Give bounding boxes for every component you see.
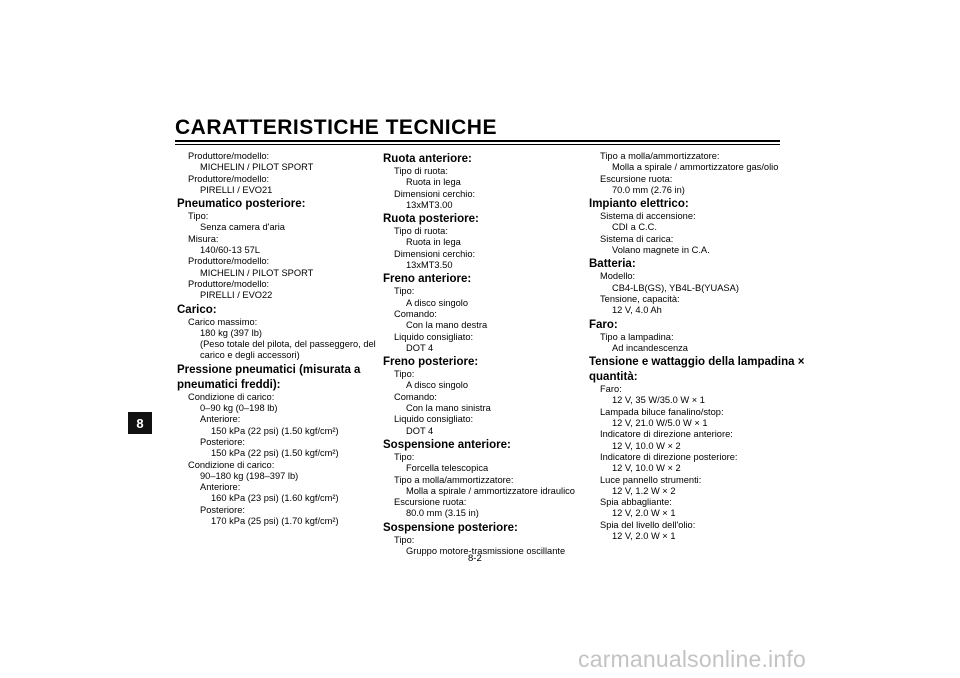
spec-value: 180 kg (397 lb)	[200, 327, 263, 338]
spec-label: Tipo a lampadina:	[600, 331, 674, 342]
spec-value: carico e degli accessori)	[200, 350, 300, 361]
spec-label: Tipo:	[394, 369, 415, 380]
spec-value: Molla a spirale / ammortizzatore gas/olio	[612, 162, 779, 173]
spec-value: CB4-LB(GS), YB4L-B(YUASA)	[612, 282, 739, 293]
spec-value: 13xMT3.00	[406, 199, 453, 210]
spec-value: MICHELIN / PILOT SPORT	[200, 162, 314, 173]
spec-value: 170 kPa (25 psi) (1.70 kgf/cm²)	[211, 516, 339, 527]
spec-value: 70.0 mm (2.76 in)	[612, 184, 685, 195]
spec-value: Ad incandescenza	[612, 342, 688, 353]
spec-value: (Peso totale del pilota, del passeggero, del	[200, 339, 376, 350]
spec-label: Condizione di carico:	[188, 459, 275, 470]
spec-label: Condizione di carico:	[188, 391, 275, 402]
spec-value: MICHELIN / PILOT SPORT	[200, 267, 314, 278]
spec-label: Produttore/modello:	[188, 256, 270, 267]
section-heading: Pressione pneumatici (misurata a	[177, 363, 361, 376]
spec-label: Indicatore di direzione posteriore:	[600, 451, 738, 462]
spec-value: Ruota in lega	[406, 237, 461, 248]
spec-value: 12 V, 2.0 W × 1	[612, 531, 676, 542]
spec-value: Gruppo motore-trasmissione oscillante	[406, 546, 566, 557]
spec-value: A disco singolo	[406, 297, 469, 308]
spec-label: Luce pannello strumenti:	[600, 474, 702, 485]
spec-value: 12 V, 35 W/35.0 W × 1	[612, 395, 705, 406]
spec-column-2	[383, 151, 588, 557]
spec-value: Senza camera d'aria	[200, 222, 285, 233]
spec-label: Indicatore di direzione anteriore:	[600, 429, 733, 440]
spec-value: 12 V, 10.0 W × 2	[612, 440, 681, 451]
spec-label: Tipo di ruota:	[394, 166, 448, 176]
spec-value: DOT 4	[406, 342, 434, 353]
spec-value: Anteriore:	[200, 414, 241, 425]
spec-label: Tipo a molla/ammortizzatore:	[394, 474, 514, 485]
spec-value: 12 V, 2.0 W × 1	[612, 508, 676, 519]
title-rule-thin	[175, 144, 780, 145]
spec-value: 160 kPa (23 psi) (1.60 kgf/cm²)	[211, 493, 339, 504]
spec-label: Faro:	[600, 384, 622, 395]
spec-value: Posteriore:	[200, 504, 245, 515]
spec-value: Molla a spirale / ammortizzatore idraulico	[406, 485, 575, 496]
spec-label: Tipo:	[394, 286, 415, 297]
section-heading: Faro:	[589, 318, 618, 331]
spec-label: Comando:	[394, 391, 437, 402]
section-heading: Sospensione anteriore:	[383, 438, 511, 451]
spec-label: Spia abbagliante:	[600, 497, 672, 508]
spec-label: Lampada biluce fanalino/stop:	[600, 406, 724, 417]
section-heading: pneumatici freddi):	[177, 378, 281, 391]
spec-value: Con la mano sinistra	[406, 403, 491, 414]
watermark: carmanualsonline.info	[578, 646, 806, 672]
spec-label: Tipo:	[394, 451, 415, 462]
spec-value: Anteriore:	[200, 482, 241, 493]
spec-label: Spia del livello dell'olio:	[600, 519, 696, 530]
title-rule-thick	[175, 140, 780, 142]
section-heading: Ruota anteriore:	[383, 153, 472, 165]
spec-label: Tipo a molla/ammortizzatore:	[600, 151, 720, 161]
spec-value: 12 V, 4.0 Ah	[612, 305, 662, 316]
section-heading: Batteria:	[589, 258, 636, 271]
spec-value: 12 V, 21.0 W/5.0 W × 1	[612, 418, 708, 429]
spec-label: Liquido consigliato:	[394, 414, 474, 425]
spec-value: 150 kPa (22 psi) (1.50 kgf/cm²)	[211, 448, 339, 459]
spec-value: Forcella telescopica	[406, 463, 489, 474]
spec-label: Escursione ruota:	[600, 173, 673, 184]
spec-label: Carico massimo:	[188, 316, 258, 327]
section-heading: Ruota posteriore:	[383, 213, 479, 226]
section-heading: Impianto elettrico:	[589, 198, 689, 211]
spec-value: PIRELLI / EVO22	[200, 290, 273, 301]
spec-value: 12 V, 1.2 W × 2	[612, 485, 676, 496]
spec-value: DOT 4	[406, 425, 434, 436]
spec-label: Tensione, capacità:	[600, 293, 680, 304]
spec-label: Tipo di ruota:	[394, 226, 448, 237]
spec-label: Modello:	[600, 271, 636, 282]
spec-label: Tipo:	[188, 211, 209, 222]
spec-label: Comando:	[394, 308, 437, 319]
section-heading: Freno anteriore:	[383, 273, 472, 286]
section-heading: Freno posteriore:	[383, 356, 479, 369]
spec-value: CDI a C.C.	[612, 222, 657, 233]
chapter-tab: 8	[128, 412, 152, 434]
spec-value: 140/60-13 57L	[200, 245, 260, 256]
spec-value: Con la mano destra	[406, 320, 488, 331]
spec-label: Misura:	[188, 233, 219, 244]
spec-value: A disco singolo	[406, 380, 469, 391]
spec-label: Liquido consigliato:	[394, 331, 474, 342]
spec-label: Escursione ruota:	[394, 497, 467, 508]
spec-column-3	[589, 151, 805, 542]
spec-value: PIRELLI / EVO21	[200, 184, 273, 195]
spec-value: 90–180 kg (198–397 lb)	[200, 470, 299, 481]
spec-label: Produttore/modello:	[188, 278, 270, 289]
spec-label: Produttore/modello:	[188, 173, 270, 184]
section-heading: quantità:	[589, 371, 638, 384]
spec-value: 150 kPa (22 psi) (1.50 kgf/cm²)	[211, 425, 339, 436]
section-heading: Pneumatico posteriore:	[177, 198, 306, 211]
spec-value: Posteriore:	[200, 436, 245, 447]
spec-value: 80.0 mm (3.15 in)	[406, 508, 479, 519]
spec-label: Tipo:	[394, 534, 415, 545]
section-heading: Sospensione posteriore:	[383, 521, 518, 534]
page-title: CARATTERISTICHE TECNICHE	[175, 116, 497, 139]
spec-label: Sistema di accensione:	[600, 211, 696, 222]
spec-label: Sistema di carica:	[600, 233, 674, 244]
section-heading: Carico:	[177, 303, 217, 316]
spec-label: Dimensioni cerchio:	[394, 188, 476, 199]
spec-column-1	[177, 151, 382, 527]
spec-label: Dimensioni cerchio:	[394, 248, 476, 259]
spec-value: 0–90 kg (0–198 lb)	[200, 403, 278, 414]
spec-value: 12 V, 10.0 W × 2	[612, 463, 681, 474]
spec-value: 13xMT3.50	[406, 260, 453, 271]
page-number: 8-2	[468, 553, 482, 564]
spec-label: Produttore/modello:	[188, 151, 270, 161]
section-heading: Tensione e wattaggio della lampadina ×	[589, 356, 805, 369]
spec-value: Ruota in lega	[406, 177, 461, 188]
spec-value: Volano magnete in C.A.	[612, 245, 710, 256]
